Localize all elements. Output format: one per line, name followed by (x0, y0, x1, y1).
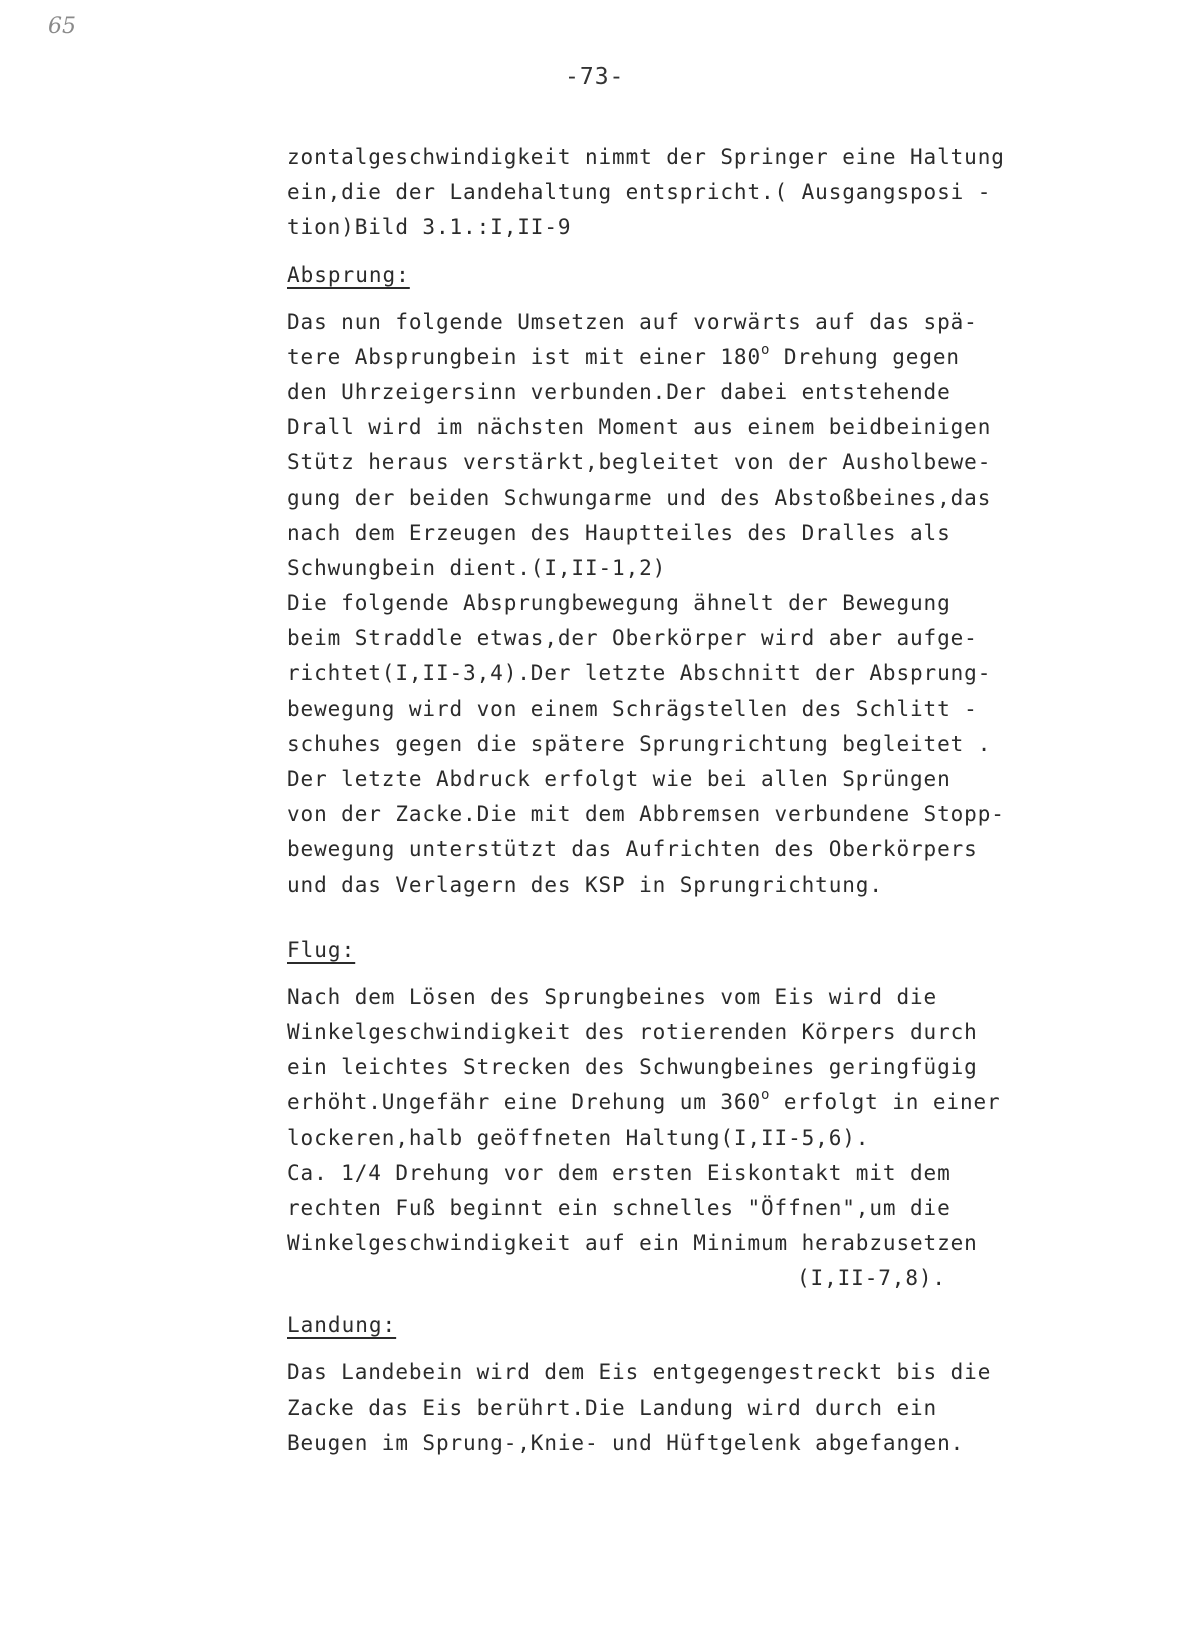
text-line: zontalgeschwindigkeit nimmt der Springer eine Haltung (287, 145, 1005, 169)
text-line: Die folgende Absprungbewegung ähnelt der Bewegung (287, 591, 951, 616)
text-line: Winkelgeschwindigkeit des rotierenden Körpers durch (287, 1019, 978, 1044)
text-line: den Uhrzeigersinn verbunden.Der dabei entstehende (287, 379, 951, 404)
text-line: Ca. 1/4 Drehung vor dem ersten Eiskontakt mit dem (287, 1160, 951, 1185)
text-line: tere Absprungbein ist mit einer 180$^o$ Drehung gegen (287, 341, 960, 369)
text-line: rechten Fuß beginnt ein schnelles "Öffnen",um die (287, 1195, 951, 1220)
text-line: Der letzte Abdruck erfolgt wie bei allen Sprüngen (287, 767, 951, 791)
handwritten-page-note: 65 (48, 14, 76, 39)
text-line: Stütz heraus verstärkt,begleitet von der Ausholbewe- (287, 450, 992, 475)
text-line: Das nun folgende Umsetzen auf vorwärts auf das spä- (287, 309, 978, 334)
text-line: erhöht.Ungefähr eine Drehung um 360$^o$ erfolgt in einer (287, 1087, 1001, 1115)
text-line: richtet(I,II-3,4).Der letzte Abschnitt der Absprung- (287, 661, 992, 686)
text-line: von der Zacke.Die mit dem Abbremsen verbundene Stopp- (287, 802, 1005, 827)
text-line: ein leichtes Strecken des Schwungbeines geringfügig (287, 1055, 978, 1080)
text-line: Winkelgeschwindigkeit auf ein Minimum herabzusetzen (287, 1231, 978, 1256)
intro-paragraph (287, 140, 1067, 246)
absprung-paragraph (287, 305, 1067, 903)
text-line: Drall wird im nächsten Moment aus einem beidbeinigen (287, 415, 992, 440)
text-line: bewegung wird von einem Schrägstellen des Schlitt - (287, 696, 978, 721)
section-heading-landung: Landung: (287, 1313, 397, 1338)
section-heading-flug: Flug: (287, 937, 356, 962)
flug-paragraph (287, 980, 1067, 1297)
page-number: -73- (565, 64, 625, 90)
text-line: beim Straddle etwas,der Oberkörper wird aber aufge- (287, 626, 978, 651)
text-line: Nach dem Lösen des Sprungbeines vom Eis wird die (287, 984, 938, 1009)
text-line: Beugen im Sprung-,Knie- und Hüftgelenk abgefangen. (287, 1430, 965, 1455)
text-line-figure-reference: (I,II-7,8). (797, 1266, 946, 1291)
degree-mark: o (761, 1087, 771, 1104)
text-line: tion)Bild 3.1.:I,II-9 (287, 215, 572, 240)
text-line: und das Verlagern des KSP in Sprungrichtung. (287, 872, 883, 897)
text-line: lockeren,halb geöffneten Haltung(I,II-5,6). (287, 1125, 870, 1150)
text-line: Schwungbein dient.(I,II-1,2) (287, 555, 667, 580)
section-heading-absprung: Absprung: (287, 262, 410, 287)
degree-mark: o (761, 341, 771, 358)
text-line: nach dem Erzeugen des Hauptteiles des Dralles als (287, 520, 951, 545)
landung-paragraph (287, 1355, 1067, 1461)
text-line: schuhes gegen die spätere Sprungrichtung begleitet . (287, 731, 992, 756)
text-line: ein,die der Landehaltung entspricht.( Ausgangsposi - (287, 180, 992, 205)
text-line: bewegung unterstützt das Aufrichten des Oberkörpers (287, 837, 978, 862)
text-line: gung der beiden Schwungarme und des Abstoßbeines,das (287, 485, 992, 510)
text-line: Zacke das Eis berührt.Die Landung wird durch ein (287, 1395, 938, 1420)
typewritten-text-body (287, 140, 1067, 1461)
text-line: Das Landebein wird dem Eis entgegengestreckt bis die (287, 1360, 992, 1385)
